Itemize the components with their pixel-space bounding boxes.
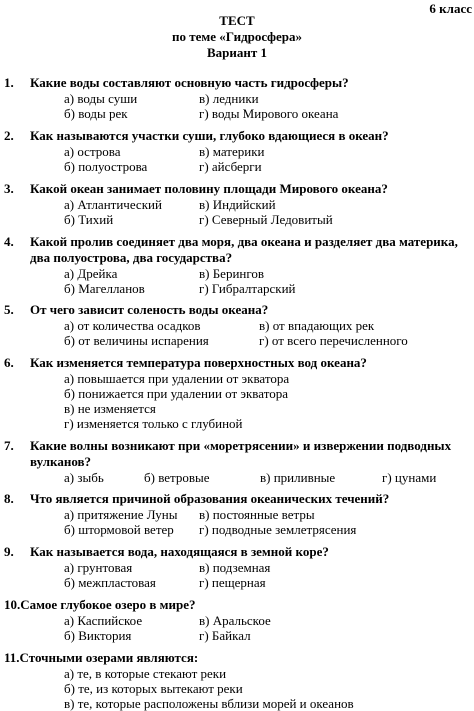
question-3 bbox=[4, 181, 470, 227]
answer-row bbox=[4, 575, 470, 590]
question-4-text bbox=[4, 234, 470, 250]
answer-row bbox=[4, 91, 470, 106]
test-variant: Вариант 1 bbox=[206, 45, 268, 60]
question-11 bbox=[4, 650, 470, 711]
answer-option: г) воды Мирового океана bbox=[199, 106, 339, 121]
question-8-label: Что является причиной образования океанических течений? bbox=[30, 491, 390, 506]
question-6-text bbox=[4, 355, 470, 371]
answer-option: а) те, в которые стекают реки bbox=[64, 666, 227, 681]
question-1 bbox=[4, 75, 470, 121]
answer-option: а) зыбь bbox=[64, 470, 104, 485]
answer-option: б) понижается при удалении от экватора bbox=[64, 386, 288, 401]
question-10-text bbox=[4, 597, 470, 613]
answer-option: б) межпластовая bbox=[64, 575, 156, 590]
question-10-label: Самое глубокое озеро в мире? bbox=[20, 597, 196, 612]
question-4-label-line1: Какой пролив соединяет два моря, два океана и разделяет два материка, bbox=[30, 234, 458, 249]
question-11-number: 11. bbox=[4, 650, 20, 665]
answer-option: а) Атлантический bbox=[64, 197, 162, 212]
answer-option: г) от всего перечисленного bbox=[259, 333, 408, 348]
answer-option: а) острова bbox=[64, 144, 121, 159]
answer-option: в) подземная bbox=[199, 560, 271, 575]
question-10-number: 10. bbox=[4, 597, 21, 612]
grade-label: 6 класс bbox=[429, 1, 472, 16]
question-4 bbox=[4, 234, 470, 296]
answer-row bbox=[4, 560, 470, 575]
answer-row bbox=[4, 628, 470, 643]
answer-option: а) грунтовая bbox=[64, 560, 133, 575]
question-7-text bbox=[4, 438, 470, 454]
test-title: ТЕСТ bbox=[219, 13, 255, 28]
question-7-number: 7. bbox=[4, 438, 14, 453]
answer-option: б) штормовой ветер bbox=[64, 522, 174, 537]
question-6-label: Как изменяется температура поверхностных вод океана? bbox=[30, 355, 367, 370]
answer-option: в) постоянные ветры bbox=[199, 507, 315, 522]
answer-row bbox=[4, 333, 470, 348]
answer-option: г) цунами bbox=[382, 470, 437, 485]
question-11-label: Сточными озерами являются: bbox=[19, 650, 199, 665]
question-5-label: От чего зависит соленость воды океана? bbox=[30, 302, 269, 317]
answer-option: в) от впадающих рек bbox=[259, 318, 375, 333]
answer-option: в) не изменяется bbox=[64, 401, 156, 416]
answer-row bbox=[4, 106, 470, 121]
question-7-label-line1: Какие волны возникают при «моретрясении» и извержении подводных bbox=[30, 438, 452, 453]
test-subtitle: по теме «Гидросфера» bbox=[172, 29, 302, 44]
answer-row bbox=[4, 212, 470, 227]
answer-row bbox=[4, 144, 470, 159]
answer-option: б) полуострова bbox=[64, 159, 148, 174]
question-9-number: 9. bbox=[4, 544, 14, 559]
question-1-number: 1. bbox=[4, 75, 14, 90]
question-10 bbox=[4, 597, 470, 643]
answer-option: г) Северный Ледовитый bbox=[199, 212, 333, 227]
answer-option: б) Магелланов bbox=[64, 281, 145, 296]
question-8 bbox=[4, 491, 470, 537]
answer-row bbox=[4, 197, 470, 212]
answer-option: в) Аральское bbox=[199, 613, 271, 628]
test-header bbox=[0, 13, 474, 61]
answer-option: а) Каспийское bbox=[64, 613, 143, 628]
answer-option: в) Индийский bbox=[199, 197, 276, 212]
answer-option: в) приливные bbox=[260, 470, 336, 485]
question-2-number: 2. bbox=[4, 128, 14, 143]
answer-option: а) притяжение Луны bbox=[64, 507, 178, 522]
question-1-label: Какие воды составляют основную часть гидросферы? bbox=[30, 75, 349, 90]
answer-option: а) от количества осадков bbox=[64, 318, 201, 333]
question-3-text bbox=[4, 181, 470, 197]
answer-option: б) те, из которых вытекают реки bbox=[64, 681, 243, 696]
answer-option: б) от величины испарения bbox=[64, 333, 209, 348]
answer-option: а) воды суши bbox=[64, 91, 138, 106]
answer-option: а) Дрейка bbox=[64, 266, 118, 281]
answer-option: г) Гибралтарский bbox=[199, 281, 296, 296]
answer-option: в) те, которые расположены вблизи морей и океанов bbox=[64, 696, 354, 711]
question-5 bbox=[4, 302, 470, 348]
question-5-number: 5. bbox=[4, 302, 14, 317]
question-8-text bbox=[4, 491, 470, 507]
answer-option: г) подводные землетрясения bbox=[199, 522, 357, 537]
question-7-text-cont: вулканов? bbox=[30, 454, 92, 469]
answer-row bbox=[4, 318, 470, 333]
answer-row bbox=[4, 522, 470, 537]
question-3-label: Какой океан занимает половину площади Мирового океана? bbox=[30, 181, 388, 196]
answer-row bbox=[4, 266, 470, 281]
question-9-text bbox=[4, 544, 470, 560]
answer-option: а) повышается при удалении от экватора bbox=[64, 371, 290, 386]
answer-option: г) айсберги bbox=[199, 159, 262, 174]
question-9-label: Как называется вода, находящаяся в земной коре? bbox=[30, 544, 329, 559]
answer-row bbox=[4, 281, 470, 296]
question-8-number: 8. bbox=[4, 491, 14, 506]
question-6 bbox=[4, 355, 470, 431]
answer-option: в) Берингов bbox=[199, 266, 265, 281]
question-2 bbox=[4, 128, 470, 174]
answer-option: б) ветровые bbox=[144, 470, 210, 485]
answer-option: в) ледники bbox=[199, 91, 259, 106]
answer-option: г) изменяется только с глубиной bbox=[64, 416, 243, 431]
answer-option: г) Байкал bbox=[199, 628, 251, 643]
question-6-number: 6. bbox=[4, 355, 14, 370]
question-11-text bbox=[4, 650, 470, 666]
answer-option: б) Виктория bbox=[64, 628, 132, 643]
answer-row bbox=[4, 159, 470, 174]
question-2-text bbox=[4, 128, 470, 144]
question-5-text bbox=[4, 302, 470, 318]
answer-row bbox=[4, 507, 470, 522]
question-9 bbox=[4, 544, 470, 590]
answer-row bbox=[4, 470, 470, 485]
answer-option: в) материки bbox=[199, 144, 265, 159]
question-3-number: 3. bbox=[4, 181, 14, 196]
question-1-text bbox=[4, 75, 470, 91]
answer-option: г) пещерная bbox=[199, 575, 266, 590]
answer-option: б) воды рек bbox=[64, 106, 128, 121]
answer-row bbox=[4, 613, 470, 628]
question-2-label: Как называются участки суши, глубоко вдающиеся в океан? bbox=[30, 128, 389, 143]
question-4-text-cont: два полуострова, два государства? bbox=[30, 250, 233, 265]
question-4-number: 4. bbox=[4, 234, 14, 249]
answer-option: б) Тихий bbox=[64, 212, 114, 227]
question-7 bbox=[4, 438, 470, 485]
